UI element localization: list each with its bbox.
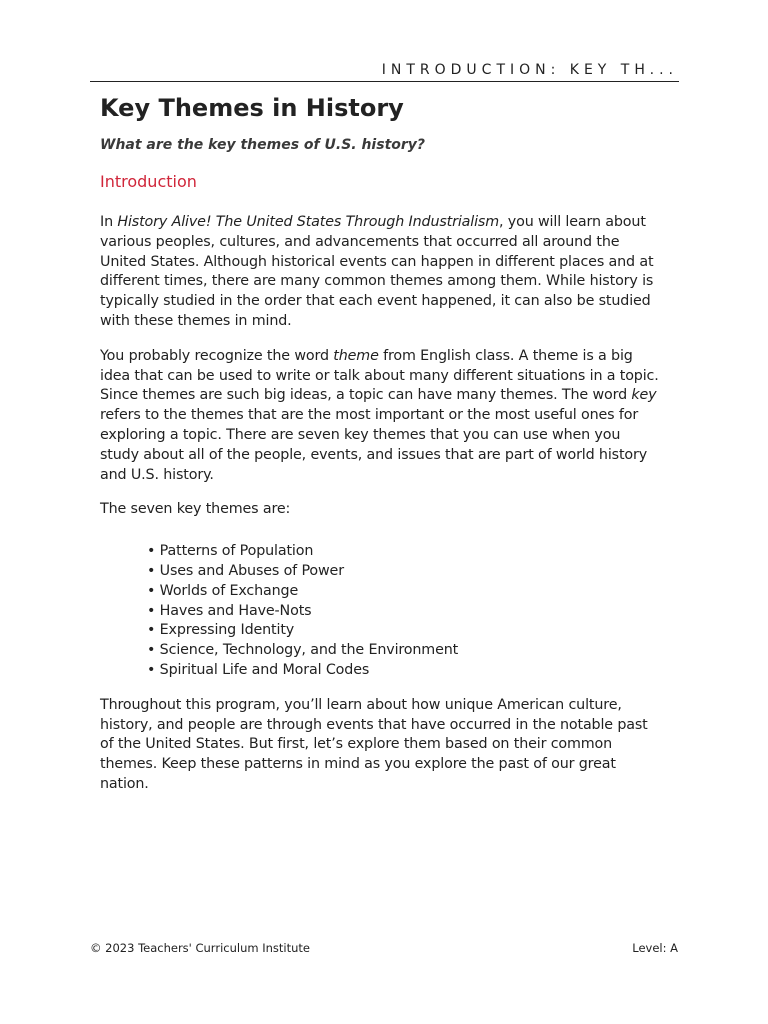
header-rule [90, 81, 679, 82]
list-item: • Haves and Have-Nots [147, 602, 312, 619]
paragraph-theme-definition [100, 347, 660, 486]
paragraph-intro-prefix: In [100, 214, 118, 230]
term-theme: theme [333, 347, 379, 364]
list-item: • Science, Technology, and the Environment [147, 642, 459, 659]
paragraph-intro [100, 213, 660, 332]
footer-level: Level: A [632, 941, 678, 955]
essential-question: What are the key themes of U.S. history? [100, 137, 426, 153]
paragraph-conclusion: Throughout this program, you’ll learn about how unique American culture, history, and people are through events that have occurred in the notable past of the United States. But first, let’s explore them based on their common themes. Keep these patterns in mind as you explore the past of our great nation. [100, 696, 648, 792]
paragraph-theme-part2: from English class. A theme is a big idea that can be used to write or talk about many different situations in a topic. Since themes are such big ideas, a topic can have many themes. The word [100, 347, 659, 404]
list-item: • Uses and Abuses of Power [147, 562, 344, 579]
list-item: • Patterns of Population [147, 543, 314, 560]
paragraph-list-intro: The seven key themes are: [100, 501, 291, 518]
running-header: INTRODUCTION: KEY TH... [381, 62, 678, 78]
list-item: • Expressing Identity [147, 622, 295, 639]
themes-list [147, 542, 660, 681]
book-title: History Alive! The United States Through Industrialism [117, 214, 499, 230]
page-title: Key Themes in History [100, 94, 404, 122]
section-heading: Introduction [100, 172, 197, 191]
paragraph-theme-part3: refers to the themes that are the most important or the most useful ones for exploring a topic. There are seven key themes that you can use when you study about all of the people, events, and issues that are part of world history and U.S. history. [100, 407, 648, 483]
paragraph-intro-rest: , you will learn about various peoples, cultures, and advancements that occurred all around the United States. Although historical events can happen in different places and at different times, there are many common themes among them. While history is typically studied in the order that each event happened, it can also be studied with these themes in mind. [100, 214, 654, 329]
footer-copyright: © 2023 Teachers' Curriculum Institute [90, 941, 310, 955]
list-item: • Spiritual Life and Moral Codes [147, 661, 370, 678]
main-content [100, 92, 660, 795]
list-item: • Worlds of Exchange [147, 582, 299, 599]
term-key: key [631, 387, 657, 404]
paragraph-theme-part1: You probably recognize the word [100, 347, 334, 364]
